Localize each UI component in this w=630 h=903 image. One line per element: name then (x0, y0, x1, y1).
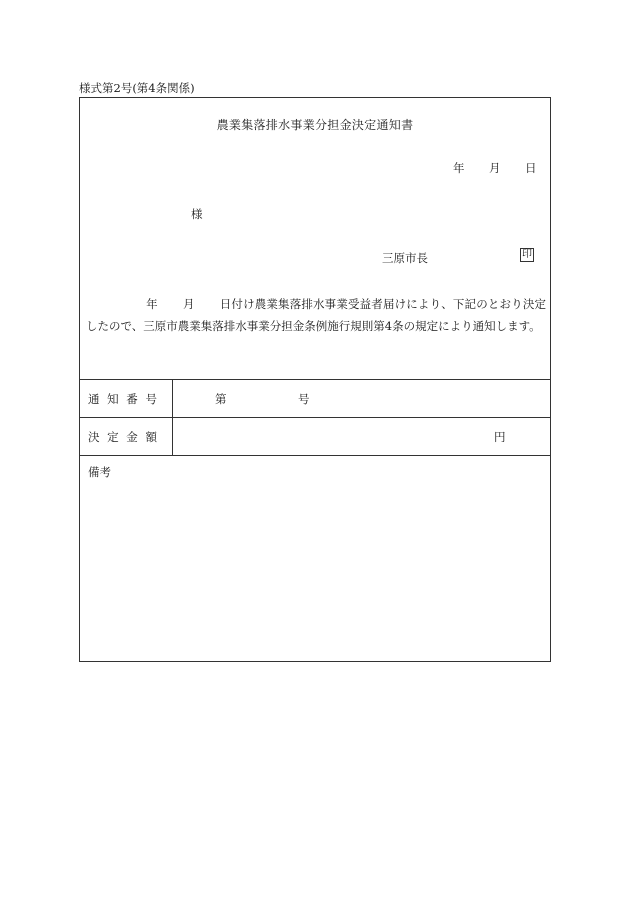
issuer-name: 三原市長 (382, 251, 428, 265)
table-row-divider (80, 455, 550, 456)
recipient-honorific: 様 (191, 207, 203, 221)
notice-body (86, 293, 546, 337)
date-month-label: 月 (489, 161, 501, 175)
table-column-divider (172, 379, 173, 455)
body-year: 年 (146, 297, 158, 311)
body-text: 日付け農業集落排水事業受益者届けにより、下記のとおり決定したので、三原市農業集落排水事業分担金条例施行規則第4条の規定により通知します。 (86, 297, 546, 333)
decided-amount-label: 決 定 金 額 (88, 430, 159, 444)
remarks-label: 備考 (88, 465, 111, 479)
date-year-label: 年 (453, 161, 465, 175)
notice-number-label: 通 知 番 号 (88, 392, 159, 406)
notice-number-prefix: 第 (215, 392, 227, 406)
date-day-label: 日 (525, 161, 537, 175)
body-month: 月 (182, 297, 195, 311)
table-top-border (80, 379, 550, 380)
table-row-divider (80, 417, 550, 418)
seal-mark: 印 (522, 249, 532, 260)
document-frame (79, 97, 551, 662)
form-number-label: 様式第2号(第4条関係) (79, 81, 195, 95)
notice-number-suffix: 号 (298, 392, 310, 406)
document-title: 農業集落排水事業分担金決定通知書 (216, 118, 414, 132)
amount-unit: 円 (494, 430, 506, 444)
